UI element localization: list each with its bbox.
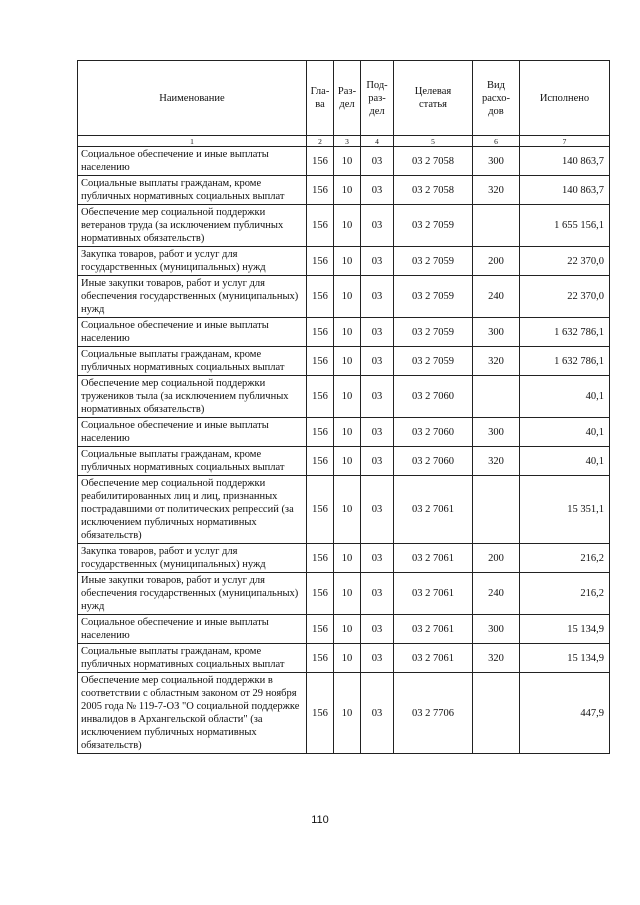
row-statya-cell: 03 2 7061	[394, 573, 473, 615]
header-ispolneno: Исполнено	[520, 61, 610, 136]
row-razdel-cell: 10	[334, 673, 361, 754]
row-ispolneno-cell: 140 863,7	[520, 147, 610, 176]
budget-table-container	[77, 60, 609, 754]
row-razdel-cell: 10	[334, 376, 361, 418]
row-statya-cell: 03 2 7061	[394, 476, 473, 544]
row-glava-cell: 156	[307, 418, 334, 447]
row-glava-cell: 156	[307, 644, 334, 673]
row-statya-cell: 03 2 7061	[394, 615, 473, 644]
table-row	[78, 176, 610, 205]
row-name-cell: Социальное обеспечение и иные выплаты населению	[78, 615, 307, 644]
row-name-cell: Социальные выплаты гражданам, кроме публичных нормативных социальных выплат	[78, 447, 307, 476]
row-ispolneno-cell: 1 632 786,1	[520, 318, 610, 347]
table-row	[78, 347, 610, 376]
row-name-cell: Социальное обеспечение и иные выплаты населению	[78, 147, 307, 176]
header-vid: Вид расхо- дов	[473, 61, 520, 136]
row-statya-cell: 03 2 7059	[394, 318, 473, 347]
row-statya-cell: 03 2 7061	[394, 544, 473, 573]
row-name-cell: Социальные выплаты гражданам, кроме публичных нормативных социальных выплат	[78, 347, 307, 376]
row-vid-cell: 320	[473, 347, 520, 376]
row-vid-cell	[473, 673, 520, 754]
row-razdel-cell: 10	[334, 644, 361, 673]
budget-table	[77, 60, 610, 754]
row-glava-cell: 156	[307, 376, 334, 418]
row-glava-cell: 156	[307, 347, 334, 376]
row-vid-cell	[473, 205, 520, 247]
row-vid-cell: 200	[473, 544, 520, 573]
row-ispolneno-cell: 1 655 156,1	[520, 205, 610, 247]
column-number: 3	[334, 136, 361, 147]
row-podrazdel-cell: 03	[361, 644, 394, 673]
row-statya-cell: 03 2 7059	[394, 276, 473, 318]
page-number: 110	[311, 814, 329, 826]
row-ispolneno-cell: 15 351,1	[520, 476, 610, 544]
column-number-row	[78, 136, 610, 147]
row-statya-cell: 03 2 7060	[394, 376, 473, 418]
row-glava-cell: 156	[307, 247, 334, 276]
table-row	[78, 147, 610, 176]
row-name-cell: Иные закупки товаров, работ и услуг для обеспечения государственных (муниципальных) нужд	[78, 276, 307, 318]
row-statya-cell: 03 2 7706	[394, 673, 473, 754]
column-number: 5	[394, 136, 473, 147]
row-podrazdel-cell: 03	[361, 318, 394, 347]
row-podrazdel-cell: 03	[361, 147, 394, 176]
row-glava-cell: 156	[307, 318, 334, 347]
row-vid-cell: 300	[473, 318, 520, 347]
column-number: 2	[307, 136, 334, 147]
row-glava-cell: 156	[307, 573, 334, 615]
row-razdel-cell: 10	[334, 176, 361, 205]
row-ispolneno-cell: 216,2	[520, 573, 610, 615]
row-name-cell: Социальное обеспечение и иные выплаты населению	[78, 418, 307, 447]
row-statya-cell: 03 2 7061	[394, 644, 473, 673]
row-vid-cell: 320	[473, 176, 520, 205]
row-vid-cell: 240	[473, 573, 520, 615]
row-podrazdel-cell: 03	[361, 276, 394, 318]
row-statya-cell: 03 2 7058	[394, 147, 473, 176]
table-body	[78, 147, 610, 754]
row-ispolneno-cell: 216,2	[520, 544, 610, 573]
row-name-cell: Обеспечение мер социальной поддержки ветеранов труда (за исключением публичных нормативных обязательств)	[78, 205, 307, 247]
table-row	[78, 376, 610, 418]
row-ispolneno-cell: 15 134,9	[520, 644, 610, 673]
row-podrazdel-cell: 03	[361, 615, 394, 644]
row-vid-cell: 320	[473, 447, 520, 476]
row-statya-cell: 03 2 7060	[394, 418, 473, 447]
header-row	[78, 61, 610, 136]
row-razdel-cell: 10	[334, 447, 361, 476]
row-statya-cell: 03 2 7060	[394, 447, 473, 476]
column-number: 7	[520, 136, 610, 147]
row-razdel-cell: 10	[334, 347, 361, 376]
table-row	[78, 276, 610, 318]
row-name-cell: Закупка товаров, работ и услуг для государственных (муниципальных) нужд	[78, 247, 307, 276]
row-glava-cell: 156	[307, 476, 334, 544]
row-glava-cell: 156	[307, 615, 334, 644]
row-podrazdel-cell: 03	[361, 418, 394, 447]
row-vid-cell: 320	[473, 644, 520, 673]
row-ispolneno-cell: 140 863,7	[520, 176, 610, 205]
row-vid-cell: 240	[473, 276, 520, 318]
row-razdel-cell: 10	[334, 147, 361, 176]
row-razdel-cell: 10	[334, 276, 361, 318]
column-number: 1	[78, 136, 307, 147]
row-podrazdel-cell: 03	[361, 176, 394, 205]
table-row	[78, 318, 610, 347]
row-vid-cell	[473, 476, 520, 544]
row-vid-cell: 300	[473, 147, 520, 176]
row-razdel-cell: 10	[334, 476, 361, 544]
row-glava-cell: 156	[307, 205, 334, 247]
header-glava: Гла- ва	[307, 61, 334, 136]
row-razdel-cell: 10	[334, 544, 361, 573]
row-name-cell: Обеспечение мер социальной поддержки тружеников тыла (за исключением публичных нормативных обязательств)	[78, 376, 307, 418]
row-glava-cell: 156	[307, 447, 334, 476]
table-row	[78, 205, 610, 247]
row-vid-cell	[473, 376, 520, 418]
row-name-cell: Социальное обеспечение и иные выплаты населению	[78, 318, 307, 347]
header-statya: Целевая статья	[394, 61, 473, 136]
row-ispolneno-cell: 22 370,0	[520, 276, 610, 318]
row-podrazdel-cell: 03	[361, 447, 394, 476]
row-podrazdel-cell: 03	[361, 376, 394, 418]
table-row	[78, 644, 610, 673]
table-row	[78, 476, 610, 544]
column-number: 4	[361, 136, 394, 147]
header-razdel: Раз- дел	[334, 61, 361, 136]
row-statya-cell: 03 2 7059	[394, 347, 473, 376]
row-ispolneno-cell: 40,1	[520, 447, 610, 476]
row-podrazdel-cell: 03	[361, 247, 394, 276]
table-row	[78, 447, 610, 476]
header-podrazdel: Под- раз- дел	[361, 61, 394, 136]
row-vid-cell: 300	[473, 418, 520, 447]
row-ispolneno-cell: 1 632 786,1	[520, 347, 610, 376]
table-row	[78, 247, 610, 276]
row-podrazdel-cell: 03	[361, 573, 394, 615]
row-razdel-cell: 10	[334, 318, 361, 347]
row-statya-cell: 03 2 7058	[394, 176, 473, 205]
table-row	[78, 673, 610, 754]
row-glava-cell: 156	[307, 673, 334, 754]
row-podrazdel-cell: 03	[361, 205, 394, 247]
row-vid-cell: 300	[473, 615, 520, 644]
table-row	[78, 418, 610, 447]
row-razdel-cell: 10	[334, 247, 361, 276]
row-glava-cell: 156	[307, 544, 334, 573]
row-ispolneno-cell: 15 134,9	[520, 615, 610, 644]
row-razdel-cell: 10	[334, 615, 361, 644]
row-statya-cell: 03 2 7059	[394, 205, 473, 247]
row-name-cell: Закупка товаров, работ и услуг для государственных (муниципальных) нужд	[78, 544, 307, 573]
row-podrazdel-cell: 03	[361, 673, 394, 754]
row-ispolneno-cell: 22 370,0	[520, 247, 610, 276]
row-vid-cell: 200	[473, 247, 520, 276]
row-name-cell: Обеспечение мер социальной поддержки реабилитированных лиц и лиц, признанных пострадавшими от политических репрессий (за исключением публичных нормативных обязательств)	[78, 476, 307, 544]
row-ispolneno-cell: 40,1	[520, 418, 610, 447]
row-name-cell: Иные закупки товаров, работ и услуг для обеспечения государственных (муниципальных) нужд	[78, 573, 307, 615]
row-ispolneno-cell: 40,1	[520, 376, 610, 418]
row-name-cell: Социальные выплаты гражданам, кроме публичных нормативных социальных выплат	[78, 176, 307, 205]
header-name: Наименование	[78, 61, 307, 136]
row-podrazdel-cell: 03	[361, 347, 394, 376]
column-number: 6	[473, 136, 520, 147]
row-ispolneno-cell: 447,9	[520, 673, 610, 754]
row-podrazdel-cell: 03	[361, 476, 394, 544]
row-name-cell: Социальные выплаты гражданам, кроме публичных нормативных социальных выплат	[78, 644, 307, 673]
row-glava-cell: 156	[307, 276, 334, 318]
row-glava-cell: 156	[307, 176, 334, 205]
table-row	[78, 615, 610, 644]
row-statya-cell: 03 2 7059	[394, 247, 473, 276]
row-razdel-cell: 10	[334, 418, 361, 447]
table-row	[78, 573, 610, 615]
row-glava-cell: 156	[307, 147, 334, 176]
table-row	[78, 544, 610, 573]
row-razdel-cell: 10	[334, 573, 361, 615]
row-name-cell: Обеспечение мер социальной поддержки в соответствии с областным законом от 29 ноября 2005 года № 119-7-ОЗ "О социальной поддержке инвалидов в Архангельской области" (за исключением публичных нормативных обязательств)	[78, 673, 307, 754]
row-podrazdel-cell: 03	[361, 544, 394, 573]
row-razdel-cell: 10	[334, 205, 361, 247]
